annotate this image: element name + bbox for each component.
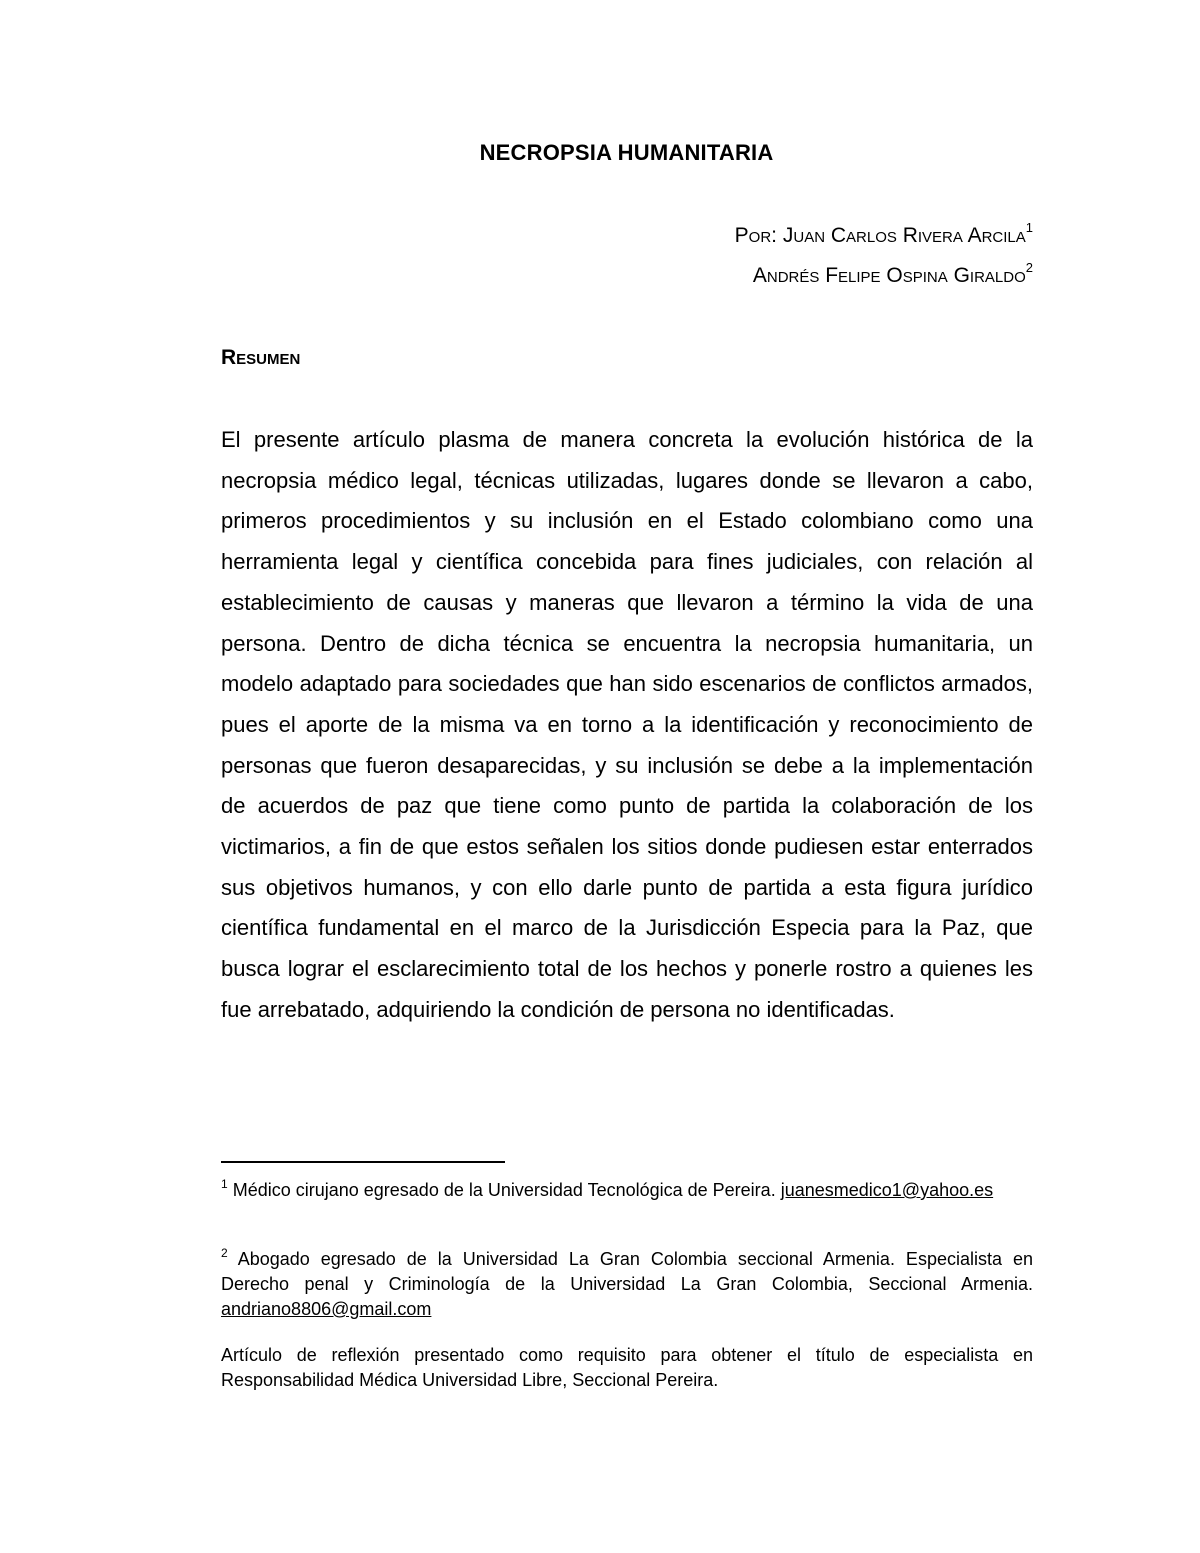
author-1-footnote-marker: 1 xyxy=(1025,220,1033,235)
author-1-name: Juan Carlos Rivera Arcila xyxy=(782,224,1026,247)
footnote-1-text: Médico cirujano egresado de la Universidad Tecnológica de Pereira. xyxy=(232,1180,776,1200)
footnote-2-text: Abogado egresado de la Universidad La Gran Colombia seccional Armenia. Especialista en Derecho penal y Criminología de la Universidad La Gran Colombia, Seccional Armenia. xyxy=(221,1249,1033,1294)
author-2 xyxy=(753,262,1033,288)
footnote-1 xyxy=(221,1173,1033,1203)
footnote-2 xyxy=(221,1242,1033,1322)
author-2-footnote-marker: 2 xyxy=(1025,260,1033,275)
abstract-paragraph: El presente artículo plasma de manera concreta la evolución histórica de la necropsia médico legal, técnicas utilizadas, lugares donde se llevaron a cabo, primeros procedimientos y su inclusión en el Estado colombiano como una herramienta legal y científica concebida para fines judiciales, con relación al establecimiento de causas y maneras que llevaron a término la vida de una persona. Dentro de dicha técnica se encuentra la necropsia humanitaria, un modelo adaptado para sociedades que han sido escenarios de conflictos armados, pues el aporte de la misma va en torno a la identificación y reconocimiento de personas que fueron desaparecidas, y su inclusión se debe a la implementación de acuerdos de paz que tiene como punto de partida la colaboración de los victimarios, a fin de que estos señalen los sitios donde pudiesen estar enterrados sus objetivos humanos, y con ello darle punto de partida a esta figura jurídico científica fundamental en el marco de la Jurisdicción Especia para la Paz, que busca lograr el esclarecimiento total de los hechos y ponerle rostro a quienes les fue arrebatado, adquiriendo la condición de persona no identificadas. xyxy=(221,427,1033,1022)
footnote-1-email-link[interactable]: juanesmedico1@yahoo.es xyxy=(780,1180,994,1200)
document-title: NECROPSIA HUMANITARIA xyxy=(479,140,774,165)
footnote-2-email-link[interactable]: andriano8806@gmail.com xyxy=(221,1299,432,1319)
author-2-name: Andrés Felipe Ospina Giraldo xyxy=(752,264,1026,287)
footnote-2-marker: 2 xyxy=(221,1246,228,1260)
author-1 xyxy=(735,222,1033,248)
article-note: Artículo de reflexión presentado como requisito para obtener el título de especialista en Responsabilidad Médica Universidad Libre, Seccional Pereira. xyxy=(221,1345,1033,1390)
author-prefix: Por: xyxy=(734,224,783,247)
section-heading-resumen: Resumen xyxy=(221,346,301,369)
footnote-1-marker: 1 xyxy=(221,1177,228,1191)
footnote-separator xyxy=(221,1161,505,1163)
